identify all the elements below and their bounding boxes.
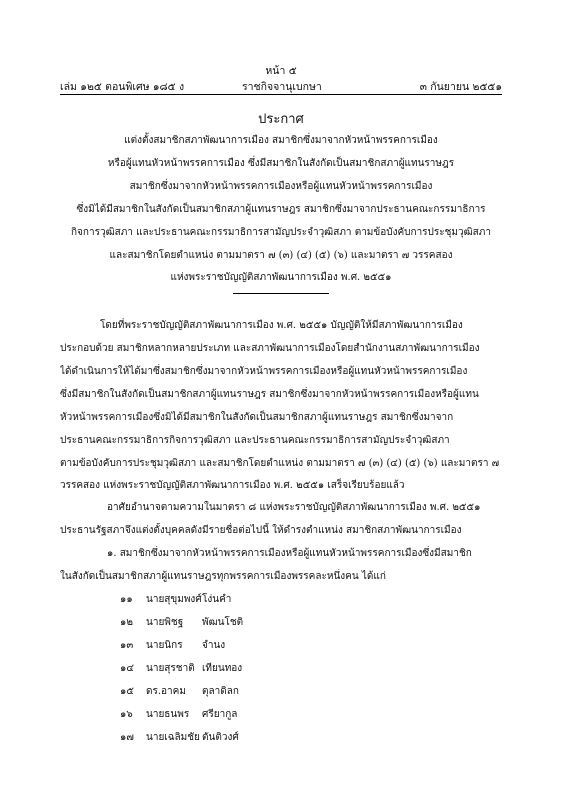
subtitle-line: แต่งตั้งสมาชิกสภาพัฒนาการเมือง สมาชิกซึ่งมาจากหัวหน้าพรรคการเมือง <box>124 135 438 146</box>
member-row <box>120 592 231 607</box>
member-row <box>120 684 239 699</box>
list-heading-line: ในสังกัดเป็นสมาชิกสภาผู้แทนราษฎรทุกพรรคการเมืองพรรคละหนึ่งคน ได้แก่ <box>60 571 386 582</box>
member-surname: ตันติวงศ์ <box>202 732 239 743</box>
paragraph-line: ซึ่งมีสมาชิกในสังกัดเป็นสมาชิกสภาผู้แทนราษฎร สมาชิกซึ่งมาจากหัวหน้าพรรคการเมืองหรือผู้แทน <box>60 389 479 400</box>
member-row <box>120 638 225 653</box>
member-row <box>120 661 242 676</box>
paragraph-line: ได้ดำเนินการให้ได้มาซึ่งสมาชิกซึ่งมาจากหัวหน้าพรรคการเมืองหรือผู้แทนหัวหน้าพรรคการเมือง <box>60 366 468 377</box>
member-name: นายพิชฐ <box>146 617 184 628</box>
publication-name: ราชกิจจานุเบกษา <box>242 81 322 93</box>
member-surname: เทียนทอง <box>202 663 243 674</box>
subtitle-line: สมาชิกซึ่งมาจากหัวหน้าพรรคการเมืองหรือผู้แทนหัวหน้าพรรคการเมือง <box>129 181 433 192</box>
paragraph-line: หัวหน้าพรรคการเมืองซึ่งมิได้มีสมาชิกในสังกัดเป็นสมาชิกสภาผู้แทนราษฎร สมาชิกซึ่งมาจาก <box>60 412 454 423</box>
subtitle-line: ซึ่งมิได้มีสมาชิกในสังกัดเป็นสมาชิกสภาผู้แทนราษฎร สมาชิกซึ่งมาจากประธานคณะกรรมาธิการ <box>76 204 486 215</box>
member-surname: พัฒนโชติ <box>202 617 244 628</box>
paragraph-line: ประธานคณะกรรมาธิการกิจการวุฒิสภา และประธานคณะกรรมาธิการสามัญประจำวุฒิสภา <box>60 435 450 446</box>
member-name: นายสุขุมพงศ์ <box>146 594 202 605</box>
member-number: ๑๔ <box>120 663 134 674</box>
page-number: หน้า ๕ <box>265 65 297 77</box>
member-surname: จำนง <box>202 640 226 651</box>
subtitle-line: หรือผู้แทนหัวหน้าพรรคการเมือง ซึ่งมีสมาชิกในสังกัดเป็นสมาชิกสภาผู้แทนราษฎร <box>107 158 455 169</box>
member-name: นายสุรชาติ <box>146 663 195 674</box>
member-number: ๑๒ <box>120 617 133 628</box>
paragraph-line: ประกอบด้วย สมาชิกหลากหลายประเภท และสภาพัฒนาการเมืองโดยสำนักงานสภาพัฒนาการเมือง <box>60 343 480 354</box>
member-name: นายเฉลิมชัย <box>146 732 200 743</box>
member-row <box>120 707 237 722</box>
subtitle-line: กิจการวุฒิสภา และประธานคณะกรรมาธิการสามัญประจำวุฒิสภา ตามข้อบังคับการประชุมวุฒิสภา <box>71 227 491 238</box>
subtitle-line: และสมาชิกโดยตำแหน่ง ตามมาตรา ๗ (๓) (๔) (๕) (๖) และมาตรา ๗ วรรคสอง <box>109 250 453 261</box>
paragraph-line: อาศัยอำนาจตามความในมาตรา ๘ แห่งพระราชบัญญัติสภาพัฒนาการเมือง พ.ศ. ๒๕๕๑ <box>107 502 481 513</box>
publication-date: ๓ กันยายน ๒๕๕๑ <box>419 81 502 93</box>
member-name: นายธนพร <box>146 709 190 720</box>
section-divider <box>233 293 329 294</box>
header-rule <box>60 94 502 95</box>
volume-issue: เล่ม ๑๒๕ ตอนพิเศษ ๑๘๕ ง <box>60 81 185 93</box>
member-surname: ตุลาดิลก <box>202 686 239 697</box>
announcement-title: ประกาศ <box>258 112 304 127</box>
member-surname: โง่นคำ <box>202 594 232 605</box>
paragraph-line: โดยที่พระราชบัญญัติสภาพัฒนาการเมือง พ.ศ. ๒๕๕๑ บัญญัติให้มีสภาพัฒนาการเมือง <box>100 320 463 331</box>
paragraph-line: วรรคสอง แห่งพระราชบัญญัติสภาพัฒนาการเมือง พ.ศ. ๒๕๕๑ เสร็จเรียบร้อยแล้ว <box>60 480 405 491</box>
member-name: นายนิกร <box>146 640 183 651</box>
member-number: ๑๓ <box>120 640 134 651</box>
paragraph-line: ตามข้อบังคับการประชุมวุฒิสภา และสมาชิกโดยตำแหน่ง ตามมาตรา ๗ (๓) (๔) (๕) (๖) และมาตรา ๗ <box>60 458 500 469</box>
member-row <box>120 615 243 630</box>
member-name: ดร.อาคม <box>146 686 186 697</box>
subtitle-line: แห่งพระราชบัญญัติสภาพัฒนาการเมือง พ.ศ. ๒๕๕๑ <box>170 272 392 283</box>
member-surname: ศรียากูล <box>202 709 238 720</box>
member-row <box>120 730 239 745</box>
member-number: ๑๕ <box>120 686 134 697</box>
paragraph-line: ประธานรัฐสภาจึงแต่งตั้งบุคคลดังมีรายชื่อต่อไปนี้ ให้ดำรงตำแหน่ง สมาชิกสภาพัฒนาการเมือง <box>60 525 462 536</box>
member-number: ๑๖ <box>120 709 133 720</box>
member-number: ๑๗ <box>120 732 134 743</box>
member-number: ๑๑ <box>120 594 133 605</box>
list-heading-line: ๑. สมาชิกซึ่งมาจากหัวหน้าพรรคการเมืองหรือผู้แทนหัวหน้าพรรคการเมืองซึ่งมีสมาชิก <box>107 548 472 559</box>
